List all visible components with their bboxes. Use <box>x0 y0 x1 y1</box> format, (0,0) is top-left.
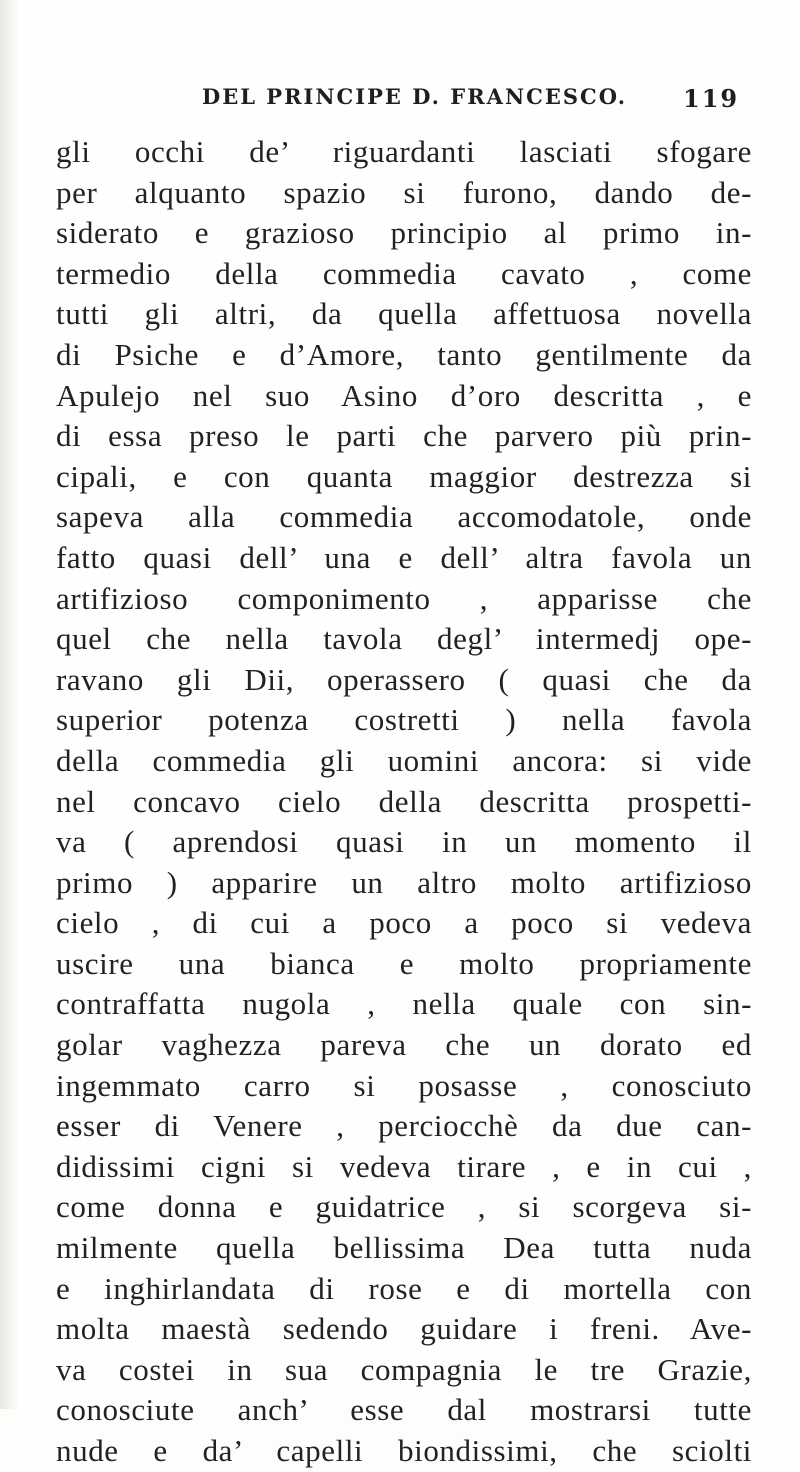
text-line: di Psiche e d’Amore, tanto gentilmente da <box>56 336 752 372</box>
text-line: nel concavo cielo della descritta prospetti- <box>56 783 752 819</box>
body-text <box>56 132 752 1472</box>
text-line: termedio della commedia cavato , come <box>56 255 752 291</box>
page-number: 119 <box>683 84 740 113</box>
text-line: di essa preso le parti che parvero più prin- <box>56 418 752 454</box>
text-line: nude e da’ capelli biondissimi, che sciolti <box>56 1433 752 1468</box>
text-line: didissimi cigni si vedeva tirare , e in cui , <box>56 1148 752 1184</box>
running-head <box>0 84 800 124</box>
text-line: va costei in sua compagnia le tre Grazie, <box>56 1351 752 1387</box>
text-line: della commedia gli uomini ancora: si vide <box>56 742 752 778</box>
text-line: uscire una bianca e molto propriamente <box>56 945 752 981</box>
text-line: fatto quasi dell’ una e dell’ altra favola un <box>56 539 752 575</box>
text-line: ravano gli Dii, operassero ( quasi che da <box>56 661 752 697</box>
running-title: DEL PRINCIPE D. FRANCESCO. <box>202 84 628 109</box>
text-line: gli occhi de’ riguardanti lasciati sfogare <box>56 134 752 169</box>
text-line: e inghirlandata di rose e di mortella con <box>56 1270 752 1306</box>
text-line: contraffatta nugola , nella quale con sin- <box>56 986 752 1022</box>
text-line: cielo , di cui a poco a poco si vedeva <box>56 905 752 941</box>
text-line: conosciute anch’ esse dal mostrarsi tutte <box>56 1392 752 1428</box>
text-line: va ( aprendosi quasi in un momento il <box>56 824 752 860</box>
text-line: siderato e grazioso principio al primo in- <box>56 215 752 251</box>
text-line: artifizioso componimento , apparisse che <box>56 580 752 616</box>
text-line: tutti gli altri, da quella affettuosa novella <box>56 296 752 332</box>
text-line: quel che nella tavola degl’ intermedj ope- <box>56 621 752 657</box>
text-line: superior potenza costretti ) nella favola <box>56 702 752 738</box>
text-line: per alquanto spazio si furono, dando de- <box>56 174 752 210</box>
text-line: milmente quella bellissima Dea tutta nuda <box>56 1230 752 1266</box>
text-line: Apulejo nel suo Asino d’oro descritta , e <box>56 377 752 413</box>
text-line: cipali, e con quanta maggior destrezza si <box>56 458 752 494</box>
text-line: esser di Venere , perciocchè da due can- <box>56 1108 752 1144</box>
text-line: sapeva alla commedia accomodatole, onde <box>56 499 752 535</box>
text-line: come donna e guidatrice , si scorgeva si- <box>56 1189 752 1225</box>
text-line: golar vaghezza pareva che un dorato ed <box>56 1027 752 1063</box>
text-line: primo ) apparire un altro molto artifizioso <box>56 864 752 900</box>
text-line: ingemmato carro si posasse , conosciuto <box>56 1067 752 1103</box>
page-gutter-shadow <box>0 0 18 1409</box>
text-line: molta maestà sedendo guidare i freni. Ave- <box>56 1311 752 1347</box>
